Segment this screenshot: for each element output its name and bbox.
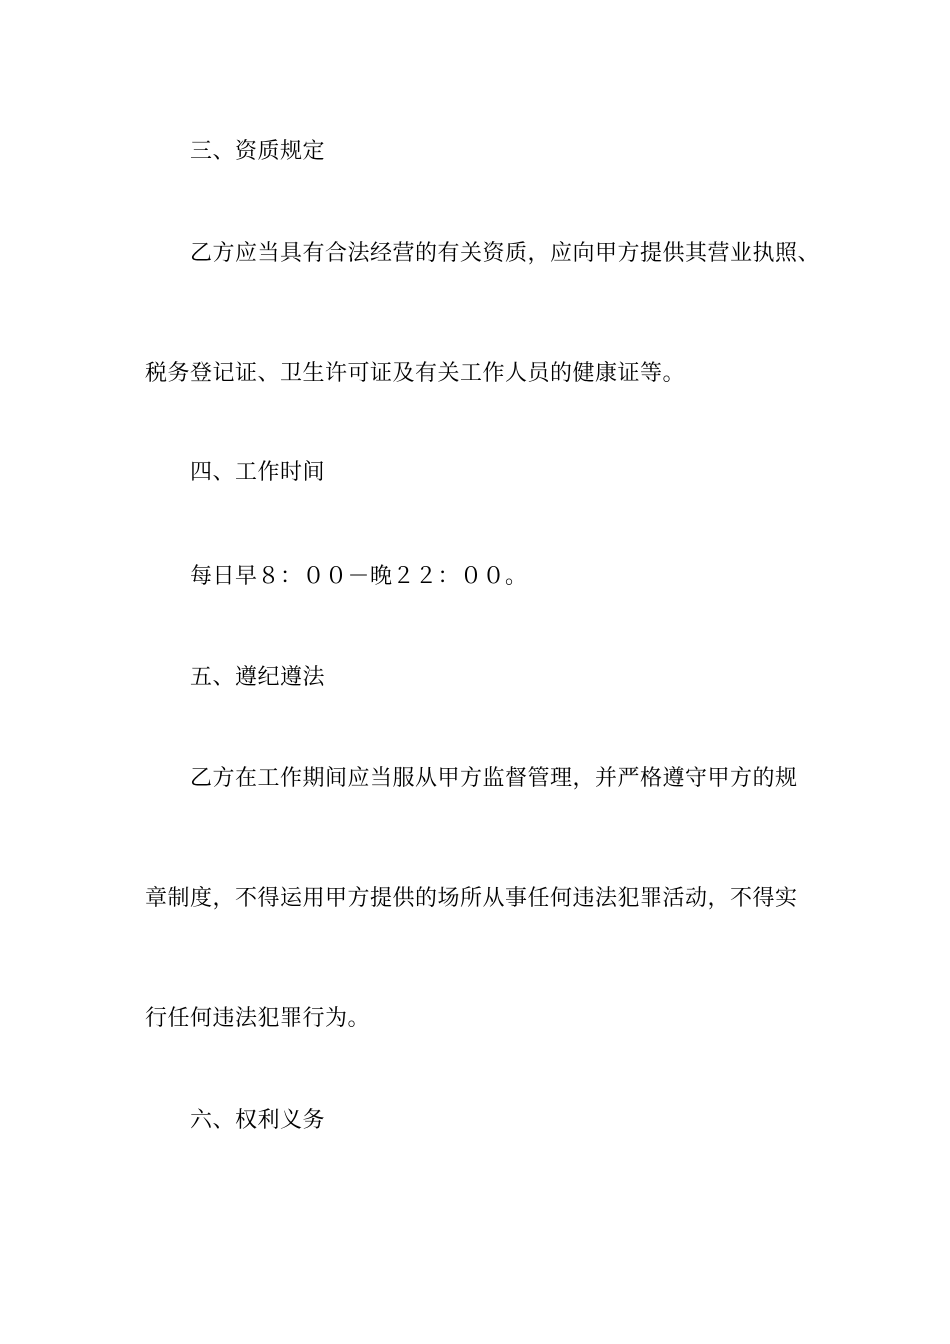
section-5-heading: 五、遵纪遵法 [190,665,326,690]
section-5-paragraph-line-1: 乙方在工作期间应当服从甲方监督管理，并严格遵守甲方的规 [190,766,798,791]
section-4-heading: 四、工作时间 [190,460,326,485]
section-3-paragraph-line-2: 税务登记证、卫生许可证及有关工作人员的健康证等。 [145,361,686,386]
section-5-paragraph-line-2: 章制度，不得运用甲方提供的场所从事任何违法犯罪活动，不得实 [145,886,798,911]
section-4-paragraph-line-1: 每日早８：００－晚２２：００。 [190,564,528,589]
section-5-paragraph-line-3: 行任何违法犯罪行为。 [145,1006,371,1031]
section-3-heading: 三、资质规定 [190,139,326,164]
section-3-paragraph-line-1: 乙方应当具有合法经营的有关资质，应向甲方提供其营业执照、 [190,241,821,266]
section-6-heading: 六、权利义务 [190,1108,326,1133]
